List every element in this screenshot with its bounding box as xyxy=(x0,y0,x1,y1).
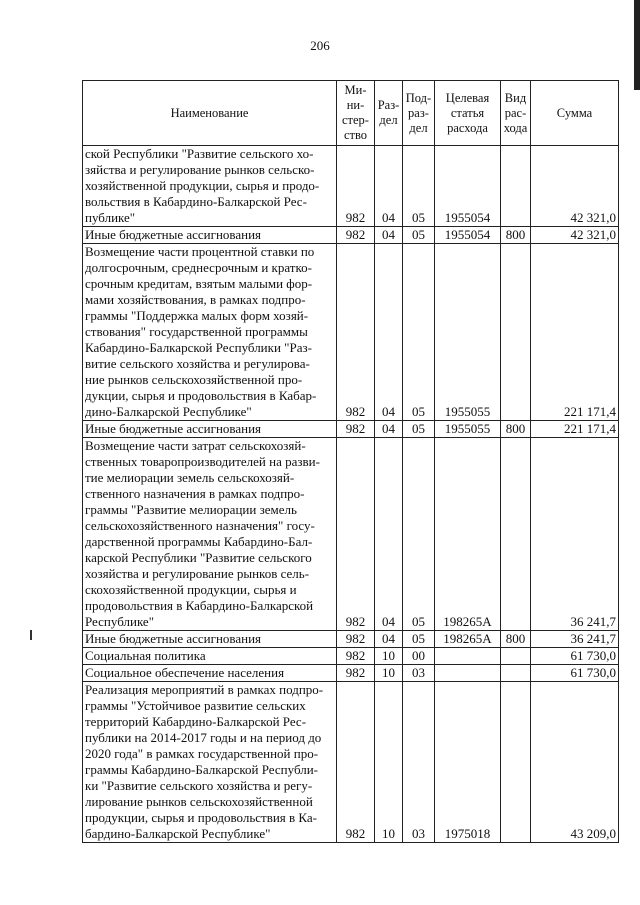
scan-margin-mark xyxy=(30,630,32,640)
cell-type xyxy=(501,146,531,227)
cell-target: 1955055 xyxy=(435,421,501,438)
cell-section: 10 xyxy=(375,665,403,682)
cell-ministry: 982 xyxy=(337,665,375,682)
cell-name: Социальное обеспечение населения xyxy=(83,665,337,682)
table-row xyxy=(83,631,619,648)
cell-sum: 36 241,7 xyxy=(531,631,619,648)
cell-target: 1955054 xyxy=(435,227,501,244)
page-number: 206 xyxy=(310,38,330,53)
cell-sum: 42 321,0 xyxy=(531,146,619,227)
cell-sum: 42 321,0 xyxy=(531,227,619,244)
cell-type xyxy=(501,438,531,631)
cell-sum: 61 730,0 xyxy=(531,648,619,665)
cell-ministry: 982 xyxy=(337,244,375,421)
cell-subsection: 03 xyxy=(403,665,435,682)
budget-table xyxy=(82,80,619,843)
cell-subsection: 05 xyxy=(403,631,435,648)
cell-sum: 221 171,4 xyxy=(531,244,619,421)
table-row xyxy=(83,648,619,665)
cell-subsection: 05 xyxy=(403,146,435,227)
cell-target: 1955055 xyxy=(435,244,501,421)
cell-section: 04 xyxy=(375,244,403,421)
cell-ministry: 982 xyxy=(337,227,375,244)
header-sum: Сумма xyxy=(531,81,619,146)
header-name: Наименование xyxy=(83,81,337,146)
cell-subsection: 05 xyxy=(403,438,435,631)
cell-section: 10 xyxy=(375,648,403,665)
cell-subsection: 05 xyxy=(403,421,435,438)
cell-target: 198265А xyxy=(435,438,501,631)
cell-section: 04 xyxy=(375,421,403,438)
cell-target: 1975018 xyxy=(435,682,501,843)
cell-target: 198265А xyxy=(435,631,501,648)
header-section: Раз- дел xyxy=(375,81,403,146)
cell-name: Иные бюджетные ассигнования xyxy=(83,631,337,648)
cell-name: Возмещение части затрат сельскохозяй- ственных товаропроизводителей на разви- тие мелиорации земель сельскохозяй- ственного назначения в рамках подпро- граммы "Развитие мелиорации земель сельскохозяйственного назначения" госу- дарственной программы Кабардино-Бал- карской Республики "Развитие сельского хозяйства и регулирование рынков сель- скохозяйственной продукции, сырья и продовольствия в Кабардино-Балкарской Республике" xyxy=(83,438,337,631)
cell-section: 04 xyxy=(375,438,403,631)
cell-type xyxy=(501,244,531,421)
header-ministry: Ми- ни- стер- ство xyxy=(337,81,375,146)
cell-target: 1955054 xyxy=(435,146,501,227)
cell-sum: 61 730,0 xyxy=(531,665,619,682)
table-row xyxy=(83,438,619,631)
cell-ministry: 982 xyxy=(337,146,375,227)
cell-type: 800 xyxy=(501,631,531,648)
table-row xyxy=(83,227,619,244)
cell-section: 10 xyxy=(375,682,403,843)
cell-ministry: 982 xyxy=(337,631,375,648)
cell-subsection: 00 xyxy=(403,648,435,665)
cell-section: 04 xyxy=(375,146,403,227)
cell-name: Иные бюджетные ассигнования xyxy=(83,227,337,244)
cell-name: Социальная политика xyxy=(83,648,337,665)
header-type: Вид рас- хода xyxy=(501,81,531,146)
cell-ministry: 982 xyxy=(337,438,375,631)
header-target: Целевая статья расхода xyxy=(435,81,501,146)
cell-sum: 36 241,7 xyxy=(531,438,619,631)
cell-sum: 221 171,4 xyxy=(531,421,619,438)
header-subsection: Под- раз- дел xyxy=(403,81,435,146)
cell-section: 04 xyxy=(375,227,403,244)
scan-edge-mark xyxy=(634,0,640,90)
cell-type: 800 xyxy=(501,421,531,438)
cell-type xyxy=(501,648,531,665)
cell-name: Иные бюджетные ассигнования xyxy=(83,421,337,438)
cell-ministry: 982 xyxy=(337,648,375,665)
cell-subsection: 05 xyxy=(403,244,435,421)
cell-target xyxy=(435,665,501,682)
table-row xyxy=(83,421,619,438)
cell-name: ской Республики "Развитие сельского хо- зяйства и регулирование рынков сельско- хозяйственной продукции, сырья и продо- вольствия в Кабардино-Балкарской Рес- публике" xyxy=(83,146,337,227)
table-row xyxy=(83,244,619,421)
cell-section: 04 xyxy=(375,631,403,648)
cell-type xyxy=(501,682,531,843)
table-header-row xyxy=(83,81,619,146)
cell-name: Возмещение части процентной ставки по долгосрочным, среднесрочным и кратко- срочным кредитам, взятым малыми фор- мами хозяйствования, в рамках подпро- граммы "Поддержка малых форм хозяй- ствования" государственной программы Кабардино-Балкарской Республики "Раз- витие сельского хозяйства и регулирова- ние рынков сельскохозяйственной про- дукции, сырья и продовольствия в Кабар- дино-Балкарской Республике" xyxy=(83,244,337,421)
table-row xyxy=(83,146,619,227)
table-row xyxy=(83,682,619,843)
cell-type: 800 xyxy=(501,227,531,244)
table-row xyxy=(83,665,619,682)
cell-subsection: 03 xyxy=(403,682,435,843)
cell-sum: 43 209,0 xyxy=(531,682,619,843)
cell-type xyxy=(501,665,531,682)
cell-ministry: 982 xyxy=(337,421,375,438)
table-body xyxy=(83,146,619,843)
cell-ministry: 982 xyxy=(337,682,375,843)
cell-subsection: 05 xyxy=(403,227,435,244)
cell-target xyxy=(435,648,501,665)
cell-name: Реализация мероприятий в рамках подпро- граммы "Устойчивое развитие сельских территорий Кабардино-Балкарской Рес- публики на 2014-2017 годы и на период до 2020 года" в рамках государственной про- граммы Кабардино-Балкарской Республи- ки "Развитие сельского хозяйства и регу- лирование рынков сельскохозяйственной продукции, сырья и продовольствия в Ка- бардино-Балкарской Республике" xyxy=(83,682,337,843)
